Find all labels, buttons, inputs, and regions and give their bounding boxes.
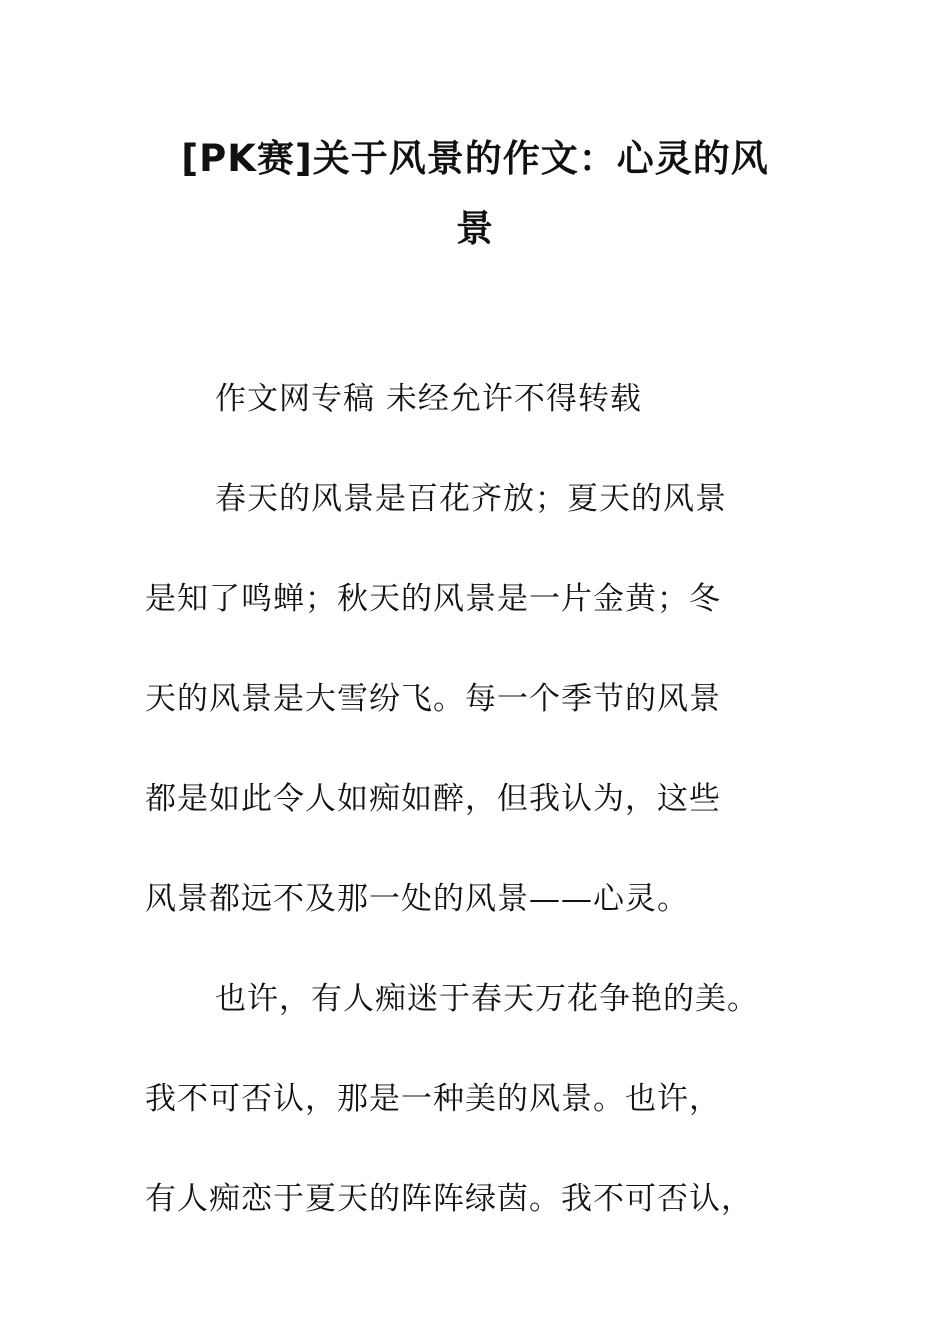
body-line-1: 春天的风景是百花齐放；夏天的风景 xyxy=(215,481,727,517)
body-line-3: 天的风景是大雪纷飞。每一个季节的风景 xyxy=(145,681,721,717)
body-line-5: 风景都远不及那一处的风景——心灵。 xyxy=(145,881,689,917)
copyright-notice: 作文网专稿 未经允许不得转载 xyxy=(215,381,642,417)
body-line-6: 也许，有人痴迷于春天万花争艳的美。 xyxy=(215,981,759,1017)
document-title xyxy=(140,124,810,264)
body-line-2: 是知了鸣蝉；秋天的风景是一片金黄；冬 xyxy=(145,581,721,617)
body-line-7: 我不可否认，那是一种美的风景。也许， xyxy=(145,1081,721,1117)
title-line-1: [PK赛]关于风景的作文：心灵的风 xyxy=(181,137,769,180)
title-line-2: 景 xyxy=(456,207,494,250)
body-line-8: 有人痴恋于夏天的阵阵绿茵。我不可否认， xyxy=(145,1181,753,1217)
body-line-4: 都是如此令人如痴如醉，但我认为，这些 xyxy=(145,781,721,817)
